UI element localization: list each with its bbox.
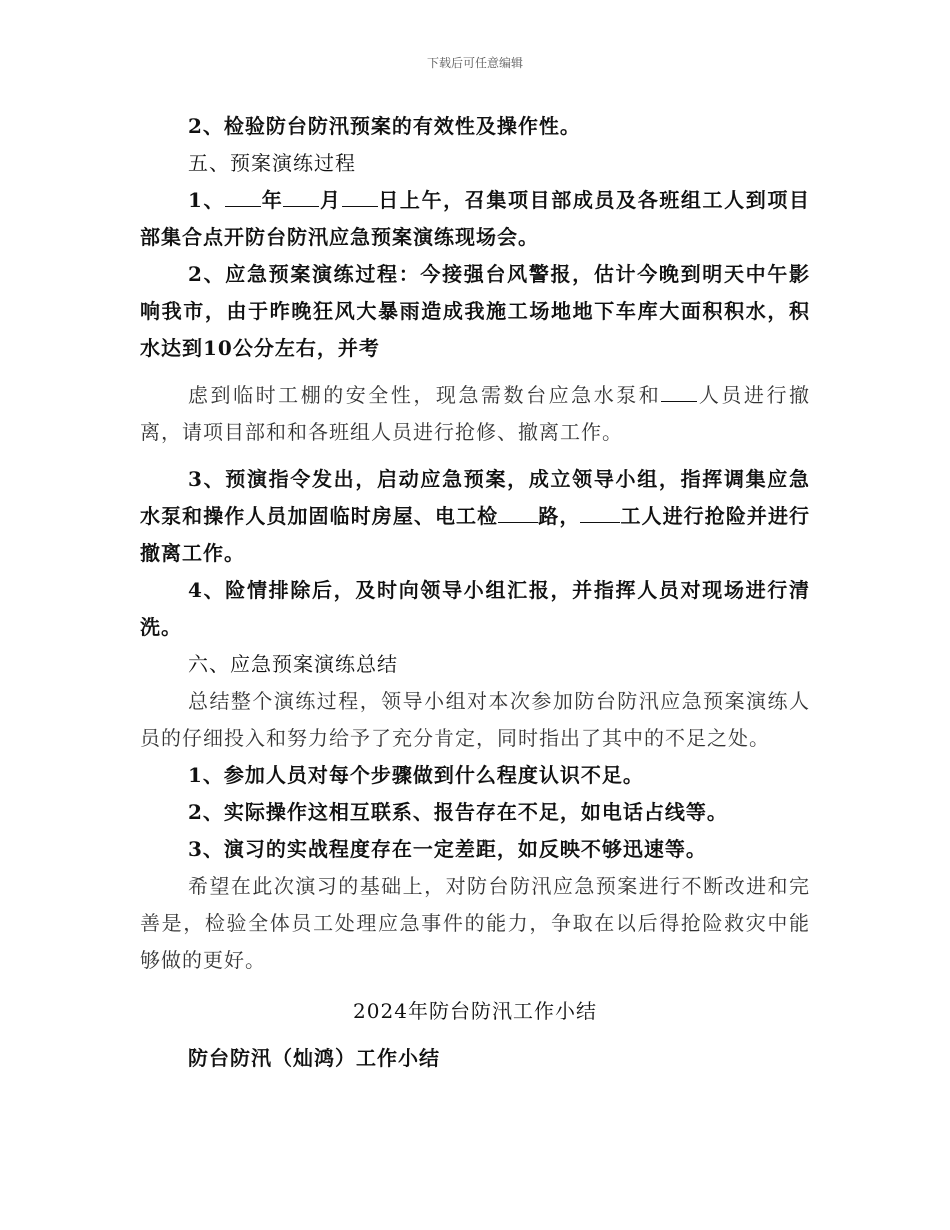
text-run: 年 [261, 188, 284, 212]
paragraph-5 [140, 377, 810, 451]
section-heading-6: 六、应急预案演练总结 [188, 652, 398, 676]
paragraph-6 [140, 461, 810, 572]
text-run: 日上午，召集项目部成员及各班组工人到项目部集合点开防台防汛应急预案演练现场会。 [140, 188, 811, 249]
paragraph-10: 1、参加人员对每个步骤做到什么程度认识不足。 [188, 763, 644, 787]
document-body [140, 108, 810, 1077]
paragraph-7: 4、险情排除后，及时向领导小组汇报，并指挥人员对现场进行清洗。 [140, 578, 810, 639]
paragraph-12: 3、演习的实战程度存在一定差距，如反映不够迅速等。 [188, 837, 707, 861]
section-heading-5: 五、预案演练过程 [188, 151, 356, 175]
blank-line [342, 188, 378, 207]
blank-line [661, 383, 697, 402]
text-run: 3、预演指令发出，启动应急预案，成立领导小组，指挥调集应急水泵和操作人员加固临时房屋、电工检 [140, 467, 810, 528]
text-run: 虑到临时工棚的安全性，现急需数台应急水泵和 [188, 383, 662, 407]
blank-line [580, 504, 620, 523]
paragraph-1: 2、检验防台防汛预案的有效性及操作性。 [188, 114, 581, 138]
text-run: 人员进行撤离，请项目部和和各班组人员进行抢修、撤离工作。 [140, 383, 811, 444]
paragraph-4: 2、应急预案演练过程：今接强台风警报，估计今晚到明天中午影响我市，由于昨晚狂风大暴雨造成我施工场地地下车库大面积积水，积水达到10公分左右，并考 [140, 262, 810, 360]
paragraph-3 [140, 182, 810, 256]
document-title: 2024年防台防汛工作小结 [353, 999, 597, 1023]
blank-line [225, 188, 261, 207]
page-header: 下载后可任意编辑 [426, 56, 523, 70]
text-run: 1、 [188, 188, 226, 212]
blank-line [498, 504, 538, 523]
text-run: 月 [319, 188, 342, 212]
blank-line [283, 188, 319, 207]
paragraph-11: 2、实际操作这相互联系、报告存在不足，如电话占线等。 [188, 800, 728, 824]
text-run: 工人进行抢险并进行撤离工作。 [140, 504, 811, 565]
text-run: 路， [538, 504, 581, 528]
paragraph-13: 希望在此次演习的基础上，对防台防汛应急预案进行不断改进和完善是，检验全体员工处理应急事件的能力，争取在以后得抢险救灾中能够做的更好。 [140, 874, 810, 972]
paragraph-9: 总结整个演练过程，领导小组对本次参加防台防汛应急预案演练人员的仔细投入和努力给予了充分肯定，同时指出了其中的不足之处。 [140, 689, 810, 750]
document-subtitle: 防台防汛（灿鸿）工作小结 [188, 1046, 440, 1070]
